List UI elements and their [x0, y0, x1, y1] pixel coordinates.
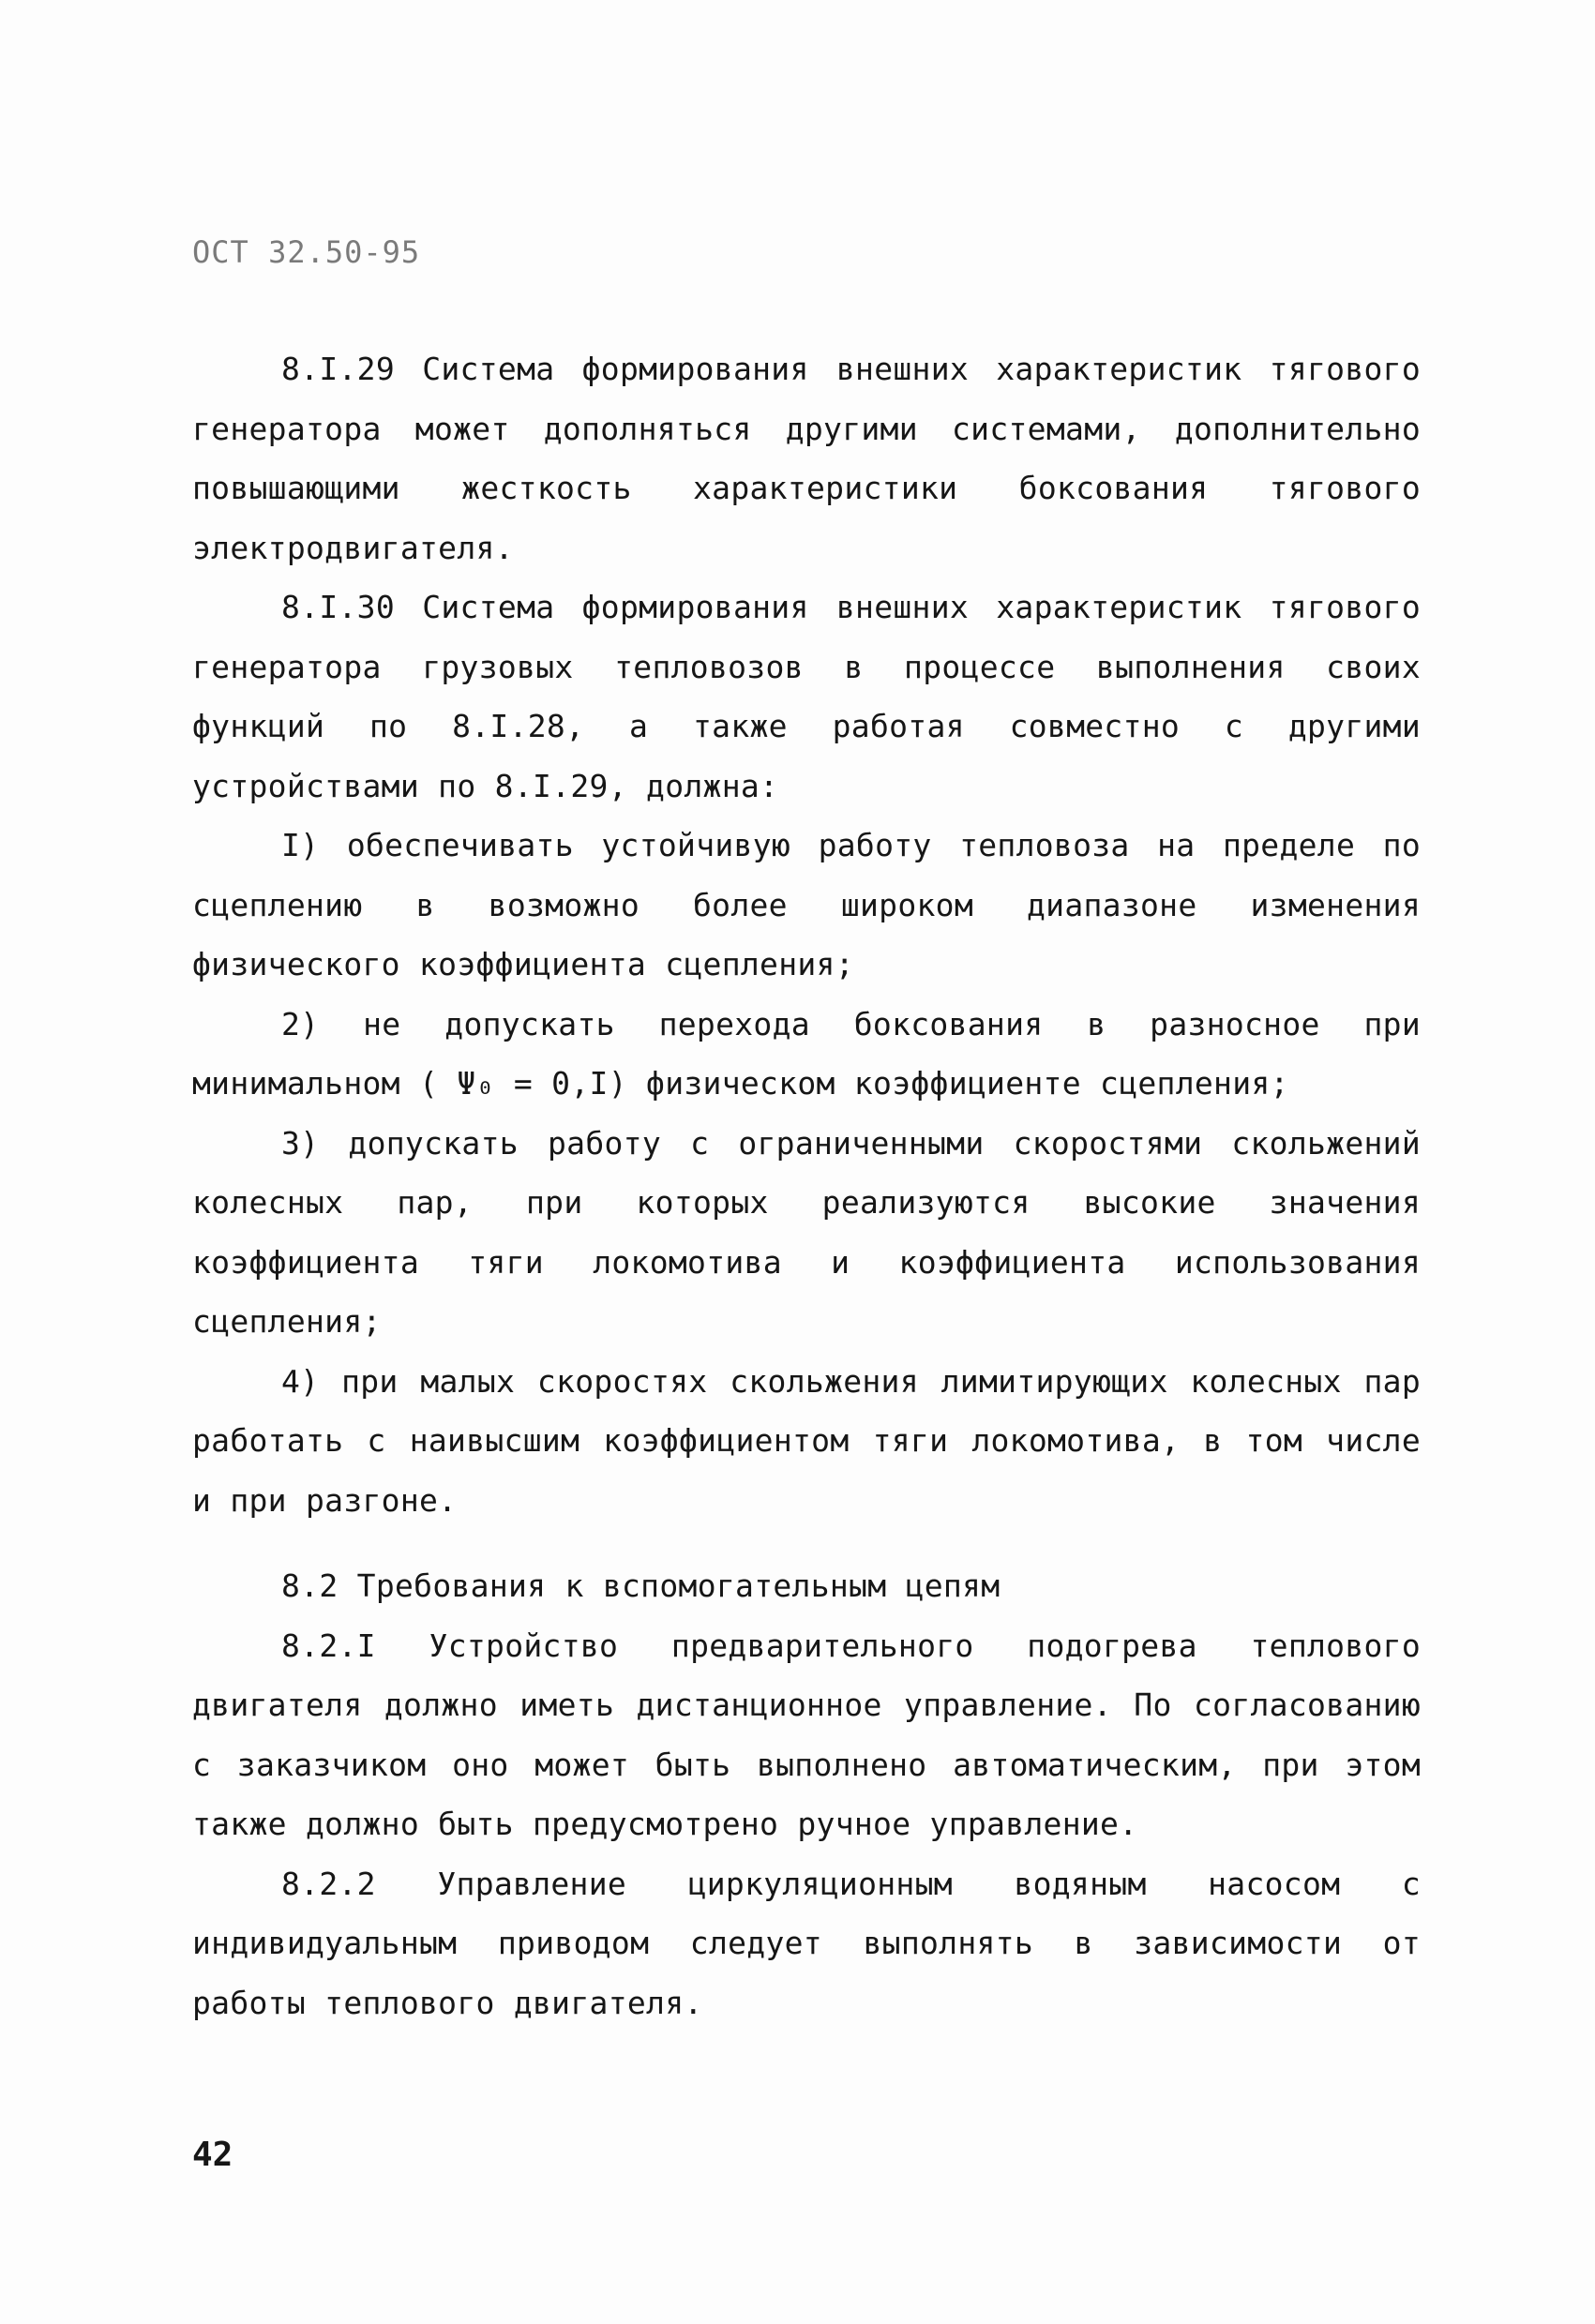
list-item-1: I) обеспечивать устойчивую работу тепловоза на пределе по сцеплению в возможно более широком диапазоне изменения физического коэффициента сцепления;	[192, 827, 1421, 982]
section-heading-8-2: 8.2 Требования к вспомогательным цепям	[281, 1567, 1001, 1604]
paragraph-8-2-1: 8.2.I Устройство предварительного подогрева теплового двигателя должно иметь дистанционное управление. По согласованию с заказчиком оно может быть выполнено автоматическим, при этом также должно быть предусмотрено ручное управление.	[192, 1627, 1421, 1842]
paragraph-8-1-30: 8.I.30 Система формирования внешних характеристик тягового генератора грузовых тепловозов в процессе выполнения своих функций по 8.I.28, а также работая совместно с другими устройствами по 8.I.29, должна:	[192, 589, 1421, 804]
document-code: ОСТ 32.50-95	[192, 234, 421, 270]
document-body	[192, 339, 1421, 2032]
list-item-4: 4) при малых скоростях скольжения лимитирующих колесных пар работать с наивысшим коэффициентом тяги локомотива, в том числе и при разгоне.	[192, 1362, 1421, 1519]
paragraph-8-2-2: 8.2.2 Управление циркуляционным водяным насосом с индивидуальным приводом следует выполнять в зависимости от работы теплового двигателя.	[192, 1865, 1421, 2021]
page-number: 42	[192, 2136, 233, 2174]
list-item-2: 2) не допускать перехода боксования в разносное при минимальном ( Ψ₀ = 0,I) физическом коэффициенте сцепления;	[192, 1005, 1421, 1102]
list-item-3: 3) допускать работу с ограниченными скоростями скольжений колесных пар, при которых реализуются высокие значения коэффициента тяги локомотива и коэффициента использования сцепления;	[192, 1124, 1421, 1340]
paragraph-8-1-29: 8.I.29 Система формирования внешних характеристик тягового генератора может дополняться другими системами, дополнительно повышающими жесткость характеристики боксования тягового электродвигателя.	[192, 351, 1421, 566]
